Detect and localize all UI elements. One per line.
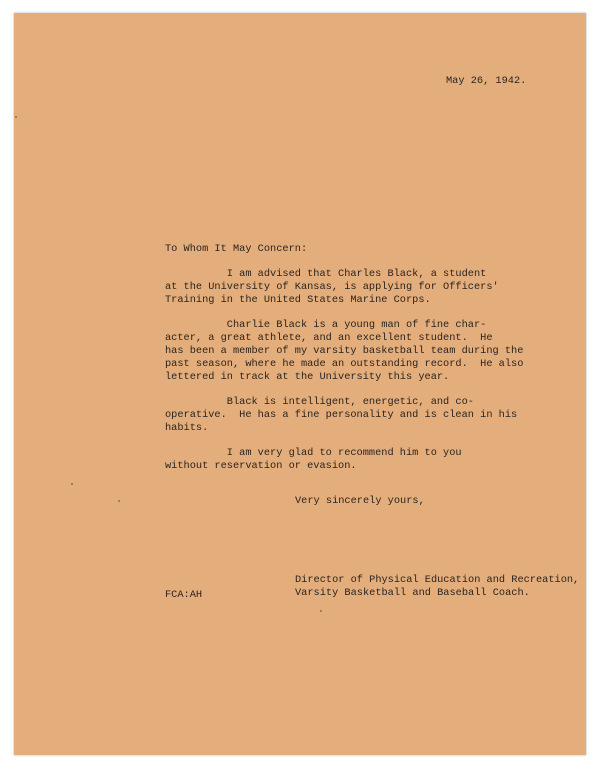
- paragraph-line: Training in the United States Marine Corps.: [165, 294, 431, 306]
- paragraph-line: without reservation or evasion.: [165, 460, 357, 472]
- paragraph-line: operative. He has a fine personality and is clean in his: [165, 409, 518, 421]
- letter-date: May 26, 1942.: [446, 75, 527, 87]
- paper-speck: [320, 610, 322, 612]
- paragraph-line: Charlie Black is a young man of fine char-: [165, 319, 487, 331]
- letter-initials: FCA:AH: [165, 589, 203, 601]
- letter-salutation: To Whom It May Concern:: [165, 243, 308, 255]
- paper-speck: [118, 500, 120, 502]
- paragraph-line: I am advised that Charles Black, a student: [165, 268, 487, 280]
- paragraph-line: I am very glad to recommend him to you: [165, 447, 462, 459]
- signature-line: Director of Physical Education and Recreation,: [295, 574, 580, 586]
- paragraph-line: habits.: [165, 422, 209, 434]
- paper-speck: [15, 116, 17, 118]
- letter-page: [14, 13, 586, 755]
- paragraph-line: at the University of Kansas, is applying for Officers': [165, 281, 499, 293]
- paragraph-line: lettered in track at the University this year.: [165, 371, 450, 383]
- signature-line: Varsity Basketball and Baseball Coach.: [295, 587, 530, 599]
- paragraph-line: past season, where he made an outstanding record. He also: [165, 358, 524, 370]
- paper-speck: [71, 483, 73, 485]
- paragraph-line: acter, a great athlete, and an excellent student. He: [165, 332, 493, 344]
- letter-closing: Very sincerely yours,: [295, 495, 425, 507]
- paragraph-line: has been a member of my varsity basketball team during the: [165, 345, 524, 357]
- paragraph-line: Black is intelligent, energetic, and co-: [165, 396, 474, 408]
